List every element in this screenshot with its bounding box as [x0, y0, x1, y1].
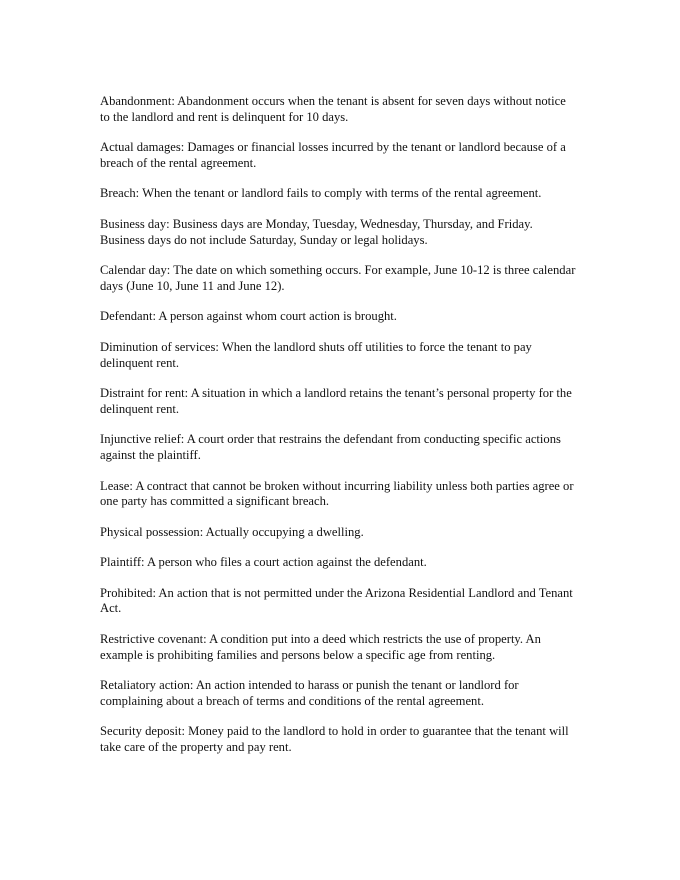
glossary-entry-physical-possession: Physical possession: Actually occupying a dwelling.	[100, 524, 364, 539]
glossary-entry-calendar-day: Calendar day: The date on which something occurs. For example, June 10-12 is three calendar days (June 10, June 11 and June 12).	[100, 263, 576, 293]
glossary-entry-injunctive-relief: Injunctive relief: A court order that restrains the defendant from conducting specific actions against the plaintiff.	[100, 432, 561, 462]
glossary-entry-business-day: Business day: Business days are Monday, Tuesday, Wednesday, Thursday, and Friday. Business days do not include Saturday, Sunday or legal holidays.	[100, 216, 533, 247]
glossary-entry-plaintiff: Plaintiff: A person who files a court action against the defendant.	[100, 555, 427, 570]
glossary-entry-defendant: Defendant: A person against whom court action is brought.	[100, 309, 397, 324]
glossary-entry-prohibited: Prohibited: An action that is not permitted under the Arizona Residential Landlord and Tenant Act.	[100, 585, 573, 616]
glossary-entry-distraint-for-rent: Distraint for rent: A situation in which a landlord retains the tenant’s personal property for the delinquent rent.	[100, 386, 572, 416]
glossary-list	[100, 94, 578, 771]
glossary-entry-retaliatory-action: Retaliatory action: An action intended to harass or punish the tenant or landlord for complaining about a breach of terms and conditions of the rental agreement.	[100, 678, 519, 708]
glossary-entry-breach: Breach: When the tenant or landlord fails to comply with terms of the rental agreement.	[100, 186, 542, 201]
glossary-entry-lease: Lease: A contract that cannot be broken without incurring liability unless both parties agree or one party has committed a significant breach.	[100, 478, 574, 509]
glossary-entry-actual-damages: Actual damages: Damages or financial losses incurred by the tenant or landlord because of a breach of the rental agreement.	[100, 140, 566, 170]
glossary-entry-restrictive-covenant: Restrictive covenant: A condition put into a deed which restricts the use of property. An example is prohibiting families and persons below a specific age from renting.	[100, 632, 541, 662]
glossary-entry-abandonment: Abandonment: Abandonment occurs when the tenant is absent for seven days without notice to the landlord and rent is delinquent for 10 days.	[100, 94, 566, 124]
glossary-entry-security-deposit: Security deposit: Money paid to the landlord to hold in order to guarantee that the tenant will take care of the property and pay rent.	[100, 724, 569, 755]
glossary-entry-diminution-of-services: Diminution of services: When the landlord shuts off utilities to force the tenant to pay delinquent rent.	[100, 339, 532, 370]
